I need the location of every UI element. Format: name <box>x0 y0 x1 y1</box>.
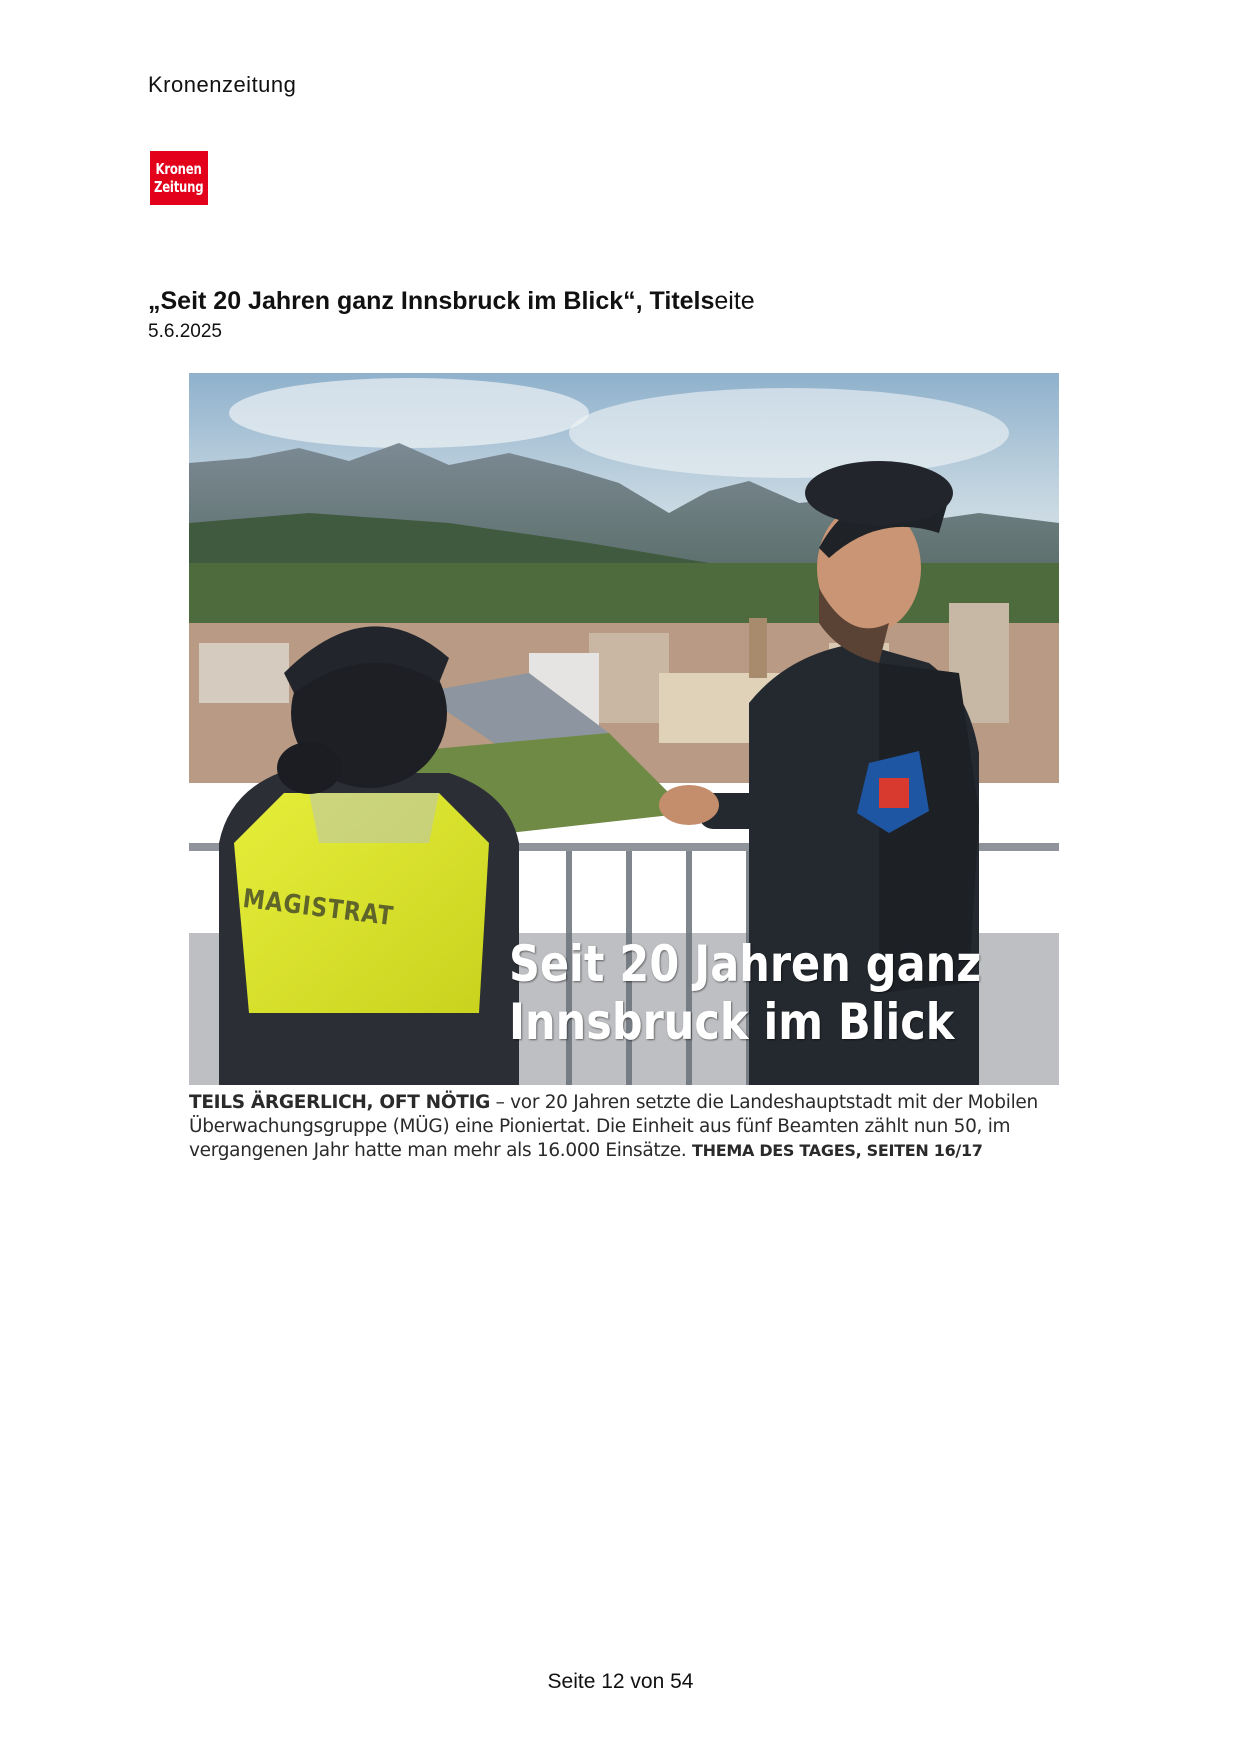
page-number: Seite 12 von 54 <box>547 1670 694 1693</box>
article-title-regular: eite <box>714 287 755 315</box>
article-date: 5.6.2025 <box>148 321 222 342</box>
publication-name: Kronenzeitung <box>148 72 297 97</box>
front-page-photo <box>189 373 1059 1085</box>
photo-headline-line-2: Innsbruck im Blick <box>509 993 955 1051</box>
vest-label: MAGISTRAT <box>241 883 396 933</box>
newspaper-clipping <box>189 373 1059 1166</box>
article-title-bold: „Seit 20 Jahren ganz Innsbruck im Blick“, Titels <box>148 287 715 315</box>
photo-headline-line-1: Seit 20 Jahren ganz <box>509 935 982 993</box>
logo-line-1: Kronen <box>155 160 203 178</box>
photo-headline <box>509 935 982 1051</box>
caption-lead: TEILS ÄRGERLICH, OFT NÖTIG <box>189 1092 491 1113</box>
caption-body: – vor 20 Jahren setzte die Landeshauptstadt mit der Mobilen Überwachungsgruppe (MÜG) eine Pioniertat. Die Einheit aus fünf Beamten zählt nun 50, im vergangenen Jahr hatte man mehr als 16.000 Einsätze. <box>189 1092 1038 1161</box>
krone-logo <box>150 151 208 205</box>
caption-reference: THEMA DES TAGES, SEITEN 16/17 <box>692 1141 983 1160</box>
article-title <box>148 287 755 316</box>
logo-line-2: Zeitung <box>154 178 204 196</box>
photo-caption <box>189 1091 1059 1163</box>
